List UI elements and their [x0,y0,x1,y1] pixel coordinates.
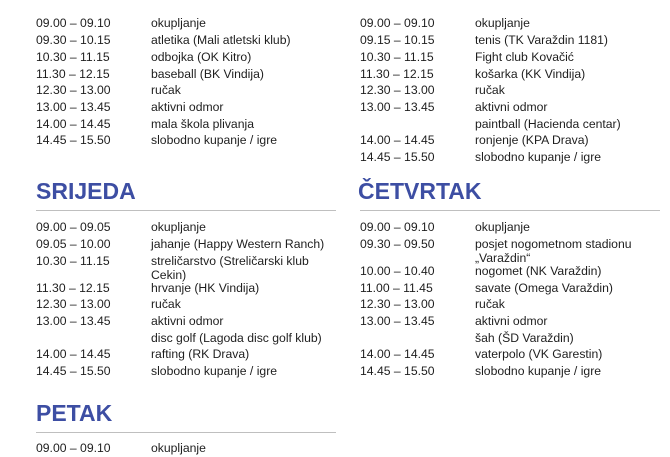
row-activity: ručak [151,83,181,97]
schedule-row [36,296,336,313]
row-time: 09.05 – 10.00 [36,237,111,251]
schedule-row [360,263,660,280]
row-activity: okupljanje [475,220,530,234]
row-time: 10.30 – 11.15 [36,254,110,268]
schedule-row [36,82,336,99]
schedule-row [360,296,660,313]
row-time: 09.30 – 10.15 [36,33,111,47]
row-time: 11.30 – 12.15 [360,67,434,81]
schedule-row [360,149,660,166]
schedule-row [360,346,660,363]
schedule-row [360,116,660,133]
schedule-row [360,236,660,266]
row-time: 09.00 – 09.10 [360,220,435,234]
day-heading-wednesday: SRIJEDA [36,178,136,204]
row-time: 13.00 – 13.45 [36,314,111,328]
row-time: 09.00 – 09.10 [36,441,111,455]
schedule-row [360,132,660,149]
schedule-row [360,363,660,380]
row-time: 09.00 – 09.10 [36,16,111,30]
monday-schedule [36,0,336,160]
row-time: 09.15 – 10.15 [360,33,435,47]
row-activity: ručak [151,297,181,311]
row-time: 11.00 – 11.45 [360,281,433,295]
row-time: 13.00 – 13.45 [360,100,435,114]
schedule-row [36,280,336,297]
row-time: 14.00 – 14.45 [360,133,435,147]
schedule-row [360,99,660,116]
schedule-row [36,440,336,457]
row-activity: aktivni odmor [151,314,224,328]
day-heading-friday: PETAK [36,400,113,426]
schedule-row [36,313,336,330]
row-activity: tenis (TK Varaždin 1181) [475,33,608,47]
row-time: 14.45 – 15.50 [360,150,435,164]
row-activity: disc golf (Lagoda disc golf klub) [151,331,322,345]
schedule-row [36,66,336,83]
day-heading-thursday: ČETVRTAK [358,178,482,204]
row-activity: posjet nogometnom stadionu „Varaždin“ [475,237,632,265]
schedule-row [360,280,660,297]
schedule-row [360,49,660,66]
schedule-row [36,330,336,347]
schedule-row [360,219,660,236]
row-time: 14.00 – 14.45 [360,347,435,361]
row-activity: ronjenje (KPA Drava) [475,133,589,147]
row-activity: jahanje (Happy Western Ranch) [151,237,325,251]
schedule-row [36,15,336,32]
schedule-row [36,49,336,66]
row-time: 10.30 – 11.15 [36,50,110,64]
schedule-row [360,66,660,83]
row-activity: košarka (KK Vindija) [475,67,586,81]
row-activity: mala škola plivanja [151,117,254,131]
row-activity: slobodno kupanje / igre [151,133,278,147]
row-activity: okupljanje [475,16,530,30]
row-time: 13.00 – 13.45 [36,100,111,114]
row-activity: streličarstvo (Streličarski klub Cekin) [151,254,309,282]
schedule-row [36,236,336,253]
schedule-row [36,219,336,236]
row-activity: atletika (Mali atletski klub) [151,33,291,47]
divider [36,432,336,433]
row-activity: rafting (RK Drava) [151,347,250,361]
row-time: 12.30 – 13.00 [360,83,435,97]
schedule-row [360,15,660,32]
row-time: 14.45 – 15.50 [36,133,111,147]
schedule-row [360,313,660,330]
row-activity: ručak [475,297,505,311]
schedule-row [360,82,660,99]
row-activity: aktivni odmor [475,100,548,114]
row-activity: slobodno kupanje / igre [475,364,602,378]
row-time: 14.45 – 15.50 [36,364,111,378]
schedule-row [36,116,336,133]
row-activity: slobodno kupanje / igre [475,150,602,164]
schedule-row [36,132,336,149]
row-time: 12.30 – 13.00 [36,83,111,97]
row-time: 11.30 – 12.15 [36,67,110,81]
schedule-row [36,253,336,283]
divider [36,210,336,211]
row-activity: nogomet (NK Varaždin) [475,264,602,278]
row-activity: ručak [475,83,505,97]
schedule-row [36,346,336,363]
row-activity: šah (ŠD Varaždin) [475,331,574,345]
row-activity: odbojka (OK Kitro) [151,50,252,64]
row-activity: hrvanje (HK Vindija) [151,281,260,295]
schedule-row [360,330,660,347]
row-time: 09.30 – 09.50 [360,237,435,251]
row-time: 10.30 – 11.15 [360,50,434,64]
row-time: 09.00 – 09.10 [360,16,435,30]
row-time: 14.00 – 14.45 [36,117,111,131]
row-activity: paintball (Hacienda centar) [475,117,621,131]
row-activity: aktivni odmor [475,314,548,328]
schedule-row [36,99,336,116]
row-activity: savate (Omega Varaždin) [475,281,613,295]
row-time: 12.30 – 13.00 [360,297,435,311]
tuesday-schedule [360,0,660,170]
schedule-row [360,32,660,49]
row-activity: Fight club Kovačić [475,50,574,64]
schedule-row [36,363,336,380]
row-activity: aktivni odmor [151,100,224,114]
row-activity: baseball (BK Vindija) [151,67,264,81]
row-time: 13.00 – 13.45 [360,314,435,328]
row-activity: okupljanje [151,441,206,455]
row-activity: slobodno kupanje / igre [151,364,278,378]
row-time: 12.30 – 13.00 [36,297,111,311]
row-activity: vaterpolo (VK Garestin) [475,347,603,361]
divider [360,210,660,211]
row-time: 14.00 – 14.45 [36,347,111,361]
row-time: 14.45 – 15.50 [360,364,435,378]
row-time: 09.00 – 09.05 [36,220,111,234]
row-time: 10.00 – 10.40 [360,264,435,278]
row-activity: okupljanje [151,220,206,234]
schedule-row [36,32,336,49]
row-time: 11.30 – 12.15 [36,281,110,295]
row-activity: okupljanje [151,16,206,30]
